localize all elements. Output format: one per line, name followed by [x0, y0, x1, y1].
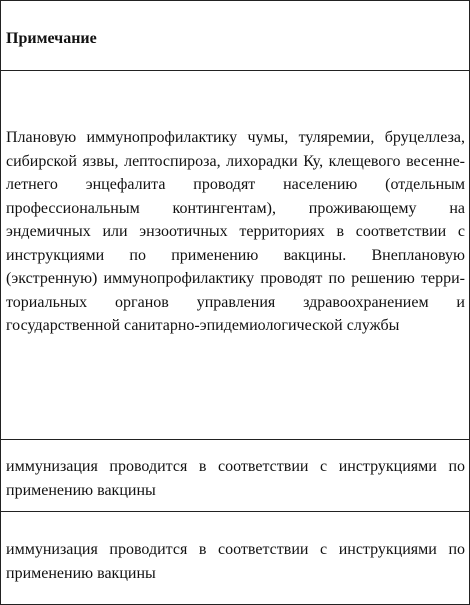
table-header-cell	[1, 1, 469, 71]
main-note-text: Плановую иммунопрофилактику чумы, туляремии, бруцеллеза, сибирской язвы, лептоспироза, лихорадки Ку, клещевого весенне-летнего энцефалита проводят населению (отдельным профессиональным контингентам), проживающему на эндемичных или энзоотичных территориях в соответствии с инструкциями по применению вакцины. Внеплановую (экстренную) иммунопрофилактику проводят по решению территориальных органов управления здравоохранением и государственной санитарно-эпидемиологической службы	[6, 129, 465, 334]
table-header-title: Примечание	[6, 30, 97, 47]
table-cell-note-3	[1, 512, 469, 604]
note-3-text: иммунизация проводится в соответствии с инструкциями по применению вакцины	[6, 541, 465, 582]
table-cell-main-note	[1, 71, 469, 440]
note-2-text: иммунизация проводится в соответствии с инструкциями по применению вакцины	[6, 458, 465, 499]
table-cell-note-2	[1, 440, 469, 512]
